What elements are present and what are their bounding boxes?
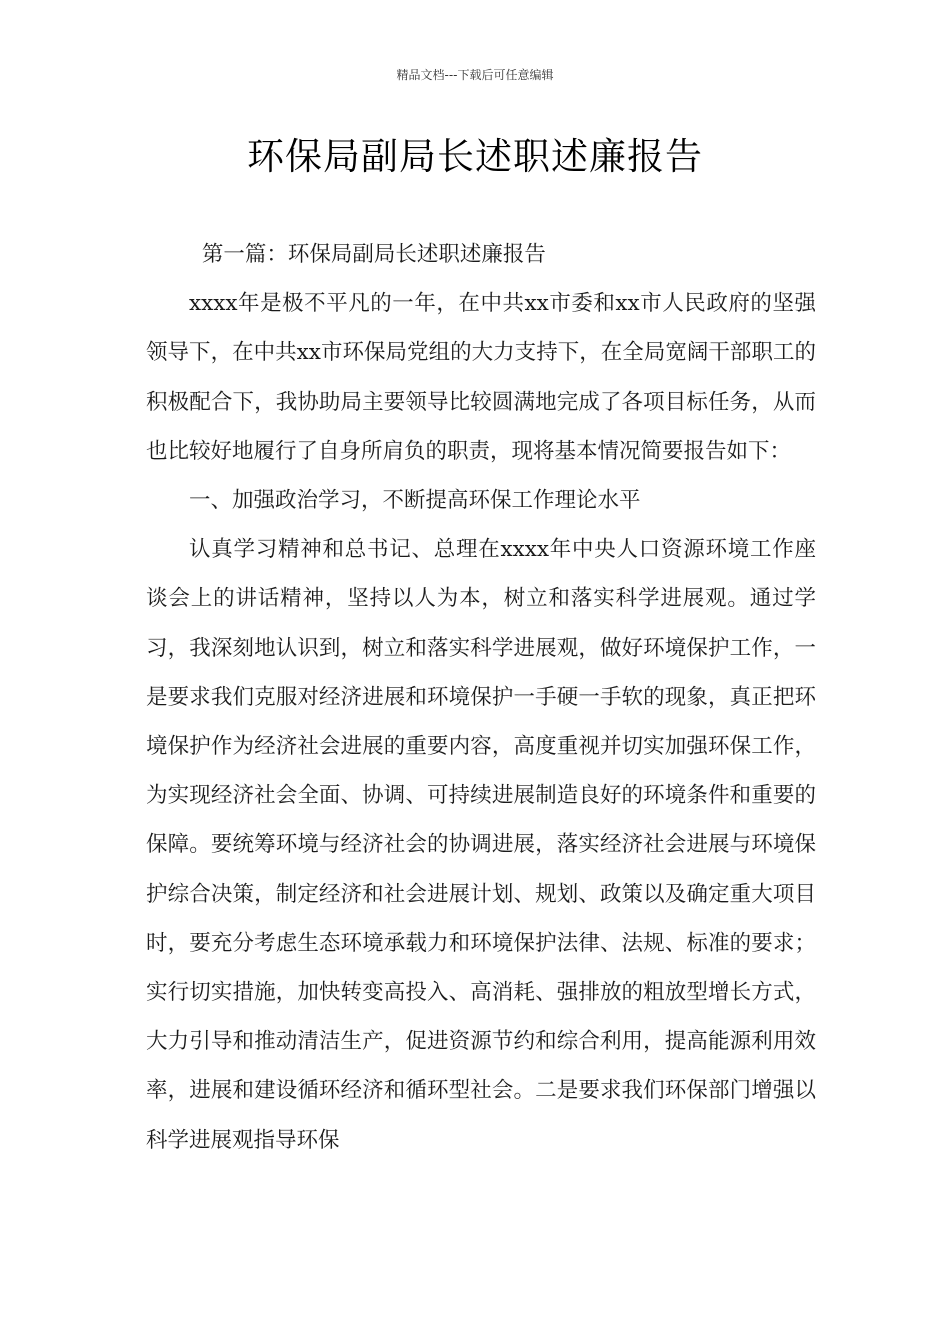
header-note: 精品文档---下载后可任意编辑 [396, 68, 554, 82]
section-heading: 一、加强政治学习，不断提高环保工作理论水平 [189, 488, 641, 514]
document-title: 环保局副局长述职述廉报告 [247, 135, 703, 178]
document-body [146, 230, 816, 1165]
paragraph-intro: xxxx年是极不平凡的一年，在中共xx市委和xx市人民政府的坚强领导下，在中共xx市环保局党组的大力支持下，在全局宽阔干部职工的积极配合下，我协助局主要领导比较圆满地完成了各项目标任务，从而也比较好地履行了自身所肩负的职责，现将基本情况简要报告如下： [146, 291, 816, 464]
document-subtitle: 第一篇：环保局副局长述职述廉报告 [201, 242, 546, 267]
paragraph-body: 认真学习精神和总书记、总理在xxxx年中央人口资源环境工作座谈会上的讲话精神，坚持以人为本，树立和落实科学进展观。通过学习，我深刻地认识到，树立和落实科学进展观，做好环境保护工作，一是要求我们克服对经济进展和环境保护一手硬一手软的现象，真正把环境保护作为经济社会进展的重要内容，高度重视并切实加强环保工作，为实现经济社会全面、协调、可持续进展制造良好的环境条件和重要的保障。要统筹环境与经济社会的协调进展，落实经济社会进展与环境保护综合决策，制定经济和社会进展计划、规划、政策以及确定重大项目时，要充分考虑生态环境承载力和环境保护法律、法规、标准的要求；实行切实措施，加快转变高投入、高消耗、强排放的粗放型增长方式，大力引导和推动清洁生产，促进资源节约和综合利用，提高能源利用效率，进展和建设循环经济和循环型社会。二是要求我们环保部门增强以科学进展观指导环保 [146, 537, 816, 1153]
